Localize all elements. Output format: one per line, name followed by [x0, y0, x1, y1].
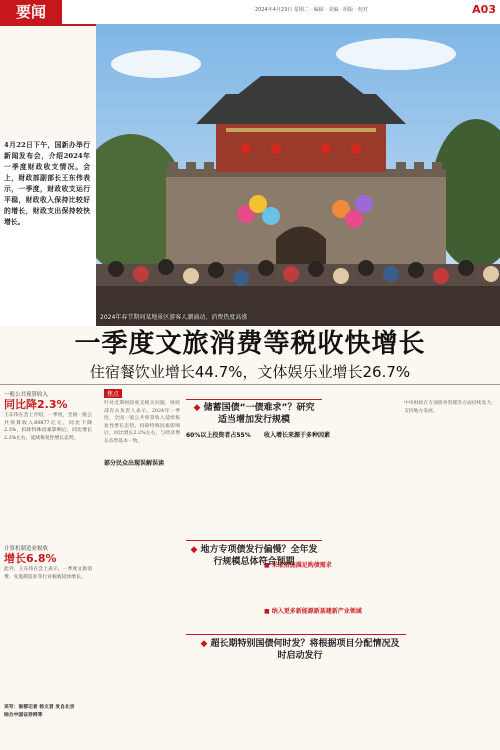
- box-1-rule: [186, 399, 322, 400]
- sidebar: [0, 386, 96, 750]
- subheadline: 住宿餐饮业增长44.7%，文体娱乐业增长26.7%: [89, 363, 411, 381]
- column-5: [404, 400, 496, 415]
- sidebar-stat-2: 增长6.8%: [4, 552, 57, 565]
- page-number: A03: [472, 3, 496, 16]
- column-4-heading: 收入增长来源于多种因素: [264, 432, 331, 439]
- photo-caption: 2024年春节期间某地景区游客人潮涌动，消费热度高涨: [100, 314, 248, 321]
- column-3-heading: 60%以上投资者占55%: [186, 432, 251, 439]
- source-line: 综合中国证券网等: [4, 711, 43, 718]
- headline: 一季度文旅消费等税收快增长: [74, 329, 426, 359]
- sidebar-body-1: 王东伟在会上介绍，一季度，全国一般公共预算收入60877亿元，同比下降2.3%，扣除特殊因素影响后，同比增长2.2%左右，延续恢复性增长态势。: [4, 413, 92, 441]
- box-1-subhead: ■ 采取措施满足购债需求: [264, 560, 332, 569]
- column-2: [104, 400, 180, 547]
- column-2-text: 针对近期财政收支相关问题，财政部有关负责人表示，2024年一季度，全国一般公共预算收入延续恢复性增长态势。扣除特殊因素影响后，同比增长2.2%左右，与经济增长态势基本一致。: [104, 401, 180, 444]
- masthead: [0, 0, 500, 26]
- sidebar-kicker-1: 一般公共预算收入: [4, 392, 49, 398]
- byline: 采写：南都记者 杨文君 发自北京: [4, 704, 75, 710]
- box-2-rule: [186, 540, 322, 541]
- box-2-title: [190, 544, 318, 568]
- column-2-heading: 部分民众出现误解误读: [104, 459, 165, 467]
- diamond-icon: ◆: [193, 403, 201, 413]
- diamond-icon: ◆: [190, 545, 198, 555]
- box-3-title: [200, 638, 400, 662]
- box-2-subhead: ■ 纳入更多新能源新基建新产业领域: [264, 606, 362, 615]
- header-info: 2024年4月23日 星期二 · 编辑 · 美编 · 组版 · 校对: [255, 7, 368, 13]
- box-3-title-text: 超长期特别国债何时发？将根据项目分配情况及时启动发行: [210, 639, 400, 661]
- diamond-icon: ◆: [200, 639, 208, 649]
- section-tab: 要闻: [0, 0, 62, 24]
- sidebar-stat-1: 同比降2.3%: [4, 398, 68, 411]
- divider: [0, 384, 500, 385]
- column-4: [264, 432, 330, 440]
- box-1-title-text: 储蓄国债“一债难求”？研究适当增加发行规模: [203, 403, 315, 425]
- box-1-title: [190, 402, 318, 426]
- hero-photo: [96, 24, 500, 326]
- sidebar-body-2: 此外，王东伟在会上表示，一季度文旅消费、先进制造业等行业税收较快增长。: [4, 567, 92, 580]
- box-2-title-text: 地方专项债发行偏慢？全年发行规模总体符合预期: [200, 545, 318, 567]
- sidebar-kicker-2: 计算机制造业税收: [4, 546, 49, 552]
- column-3: [186, 432, 252, 440]
- focus-tag: 焦点: [104, 389, 122, 398]
- lead-paragraph: 4月22日下午，国新办举行新闻发布会，介绍2024年一季度财政收支情况。会上，财政部副部长王东伟表示，一季度，财政收支运行平稳，财政收入保持比较好的增长，财政支出保持较快增长。: [4, 141, 90, 226]
- box-3-rule: [186, 634, 406, 635]
- hero-photo-illustration: [96, 24, 500, 326]
- column-5-text: 中央财政在专项债务管理等方面持续发力，支持地方发展。: [404, 401, 496, 414]
